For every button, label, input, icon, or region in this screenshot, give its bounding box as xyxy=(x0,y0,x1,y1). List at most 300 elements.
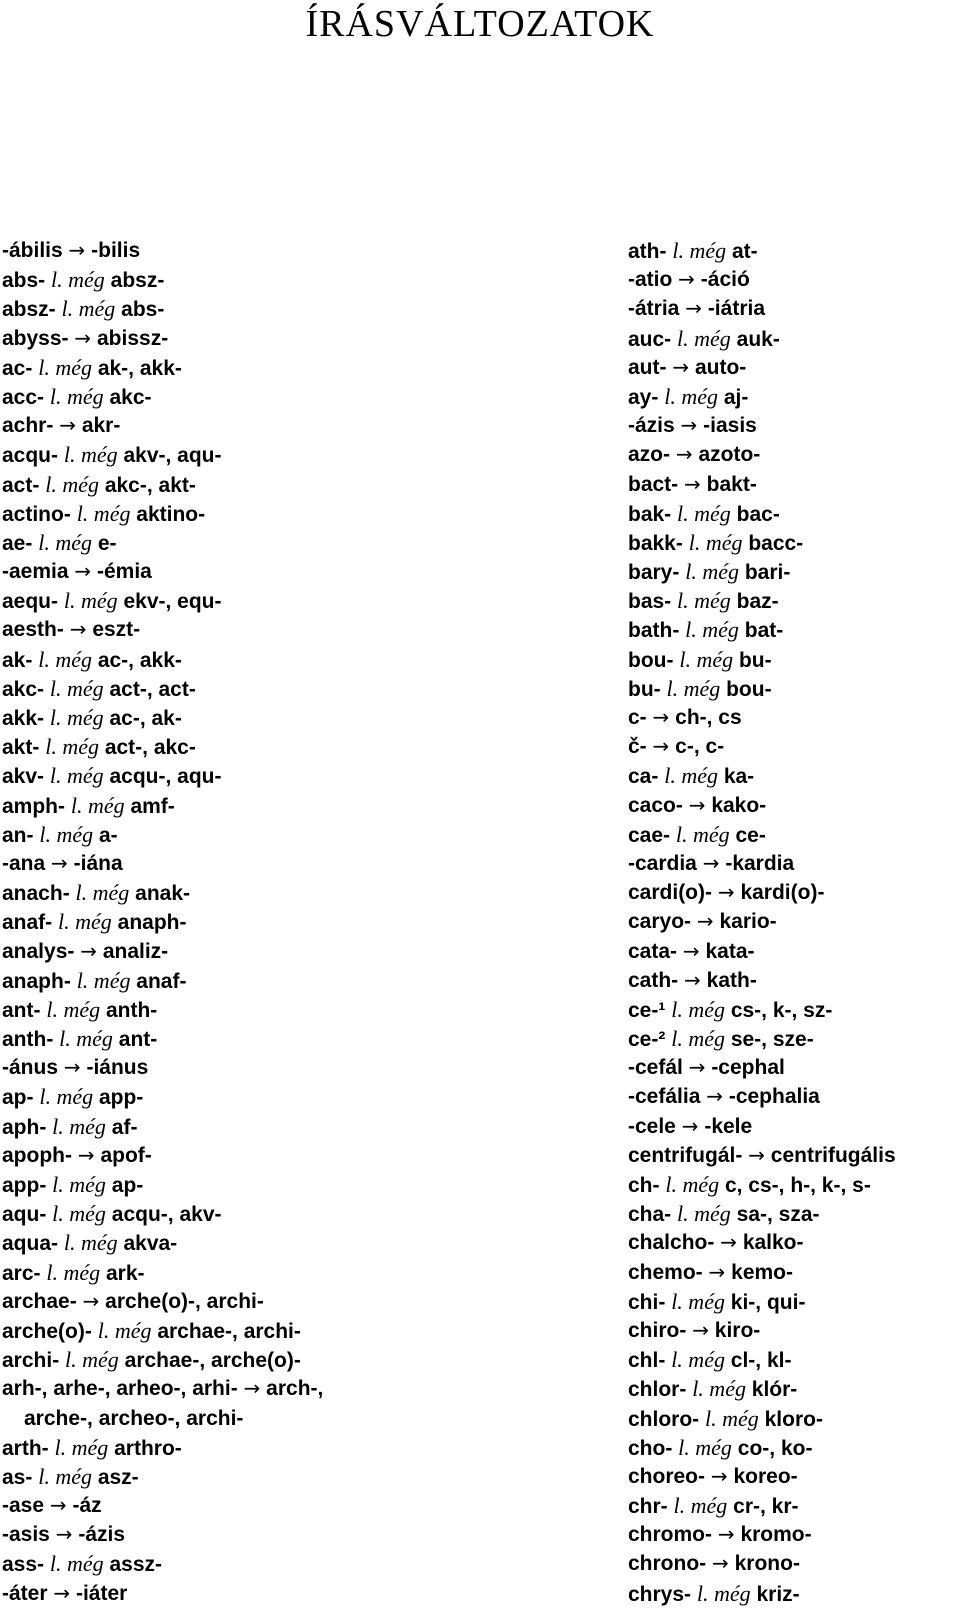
entry-target: assz- xyxy=(109,1553,163,1577)
entry-head: č- xyxy=(628,735,647,759)
entry-target: acqu-, aqu- xyxy=(109,765,222,789)
entry-target: auk- xyxy=(736,327,780,351)
entry-head: anth- xyxy=(2,1028,54,1052)
dictionary-entry xyxy=(628,528,960,557)
entry-head: ce-² xyxy=(628,1028,666,1052)
entry-target: acqu-, akv- xyxy=(111,1203,222,1227)
dictionary-entry xyxy=(2,907,602,936)
dictionary-entry xyxy=(2,849,602,878)
entry-target: act-, act- xyxy=(109,677,196,701)
see-also-label: l. még xyxy=(46,1259,101,1285)
entry-head: anaph- xyxy=(2,969,71,993)
see-also-label: l. még xyxy=(672,238,727,263)
entry-target: -iáter xyxy=(75,1581,128,1605)
entry-head: ca- xyxy=(628,765,659,789)
see-also-label: l. még xyxy=(677,1201,731,1227)
entry-head: azo- xyxy=(628,443,670,467)
arrow-icon: → xyxy=(77,1142,95,1167)
dictionary-entry xyxy=(2,294,602,323)
see-also-label: l. még xyxy=(51,267,105,293)
entry-target: kiro- xyxy=(714,1318,761,1342)
entry-head: an- xyxy=(2,823,34,847)
see-also-label: l. még xyxy=(685,559,739,585)
entry-head: acqu- xyxy=(2,444,59,468)
entry-target: kata- xyxy=(705,939,755,963)
arrow-icon: → xyxy=(672,354,690,379)
dictionary-entry xyxy=(2,1228,602,1257)
see-also-label: l. még xyxy=(49,675,104,701)
dictionary-entry xyxy=(628,382,960,411)
entry-head: -ázis xyxy=(628,414,675,438)
see-also-label: l. még xyxy=(49,1551,104,1577)
entry-target: c-, c- xyxy=(675,735,725,759)
entry-target: arche(o)-, archi- xyxy=(105,1289,264,1313)
dictionary-entry xyxy=(2,1112,602,1141)
entry-target: ac-, akk- xyxy=(97,648,182,672)
arrow-icon: → xyxy=(51,850,68,875)
entry-target: abissz- xyxy=(97,326,169,350)
see-also-label: l. még xyxy=(38,354,92,380)
entry-target: amf- xyxy=(130,794,175,818)
dictionary-entry xyxy=(2,1579,602,1608)
dictionary-entry xyxy=(2,382,602,411)
dictionary-entry xyxy=(628,937,960,966)
entry-head: -ábilis xyxy=(2,239,63,262)
arrow-icon: → xyxy=(710,1463,728,1488)
see-also-label: l. még xyxy=(63,1230,118,1256)
dictionary-entry xyxy=(2,1433,602,1462)
entry-head: aqu- xyxy=(2,1203,47,1227)
entry-target: auto- xyxy=(694,355,747,379)
entry-head: auc- xyxy=(628,327,672,351)
dictionary-entry xyxy=(2,265,602,294)
entry-target: ant- xyxy=(118,1028,158,1052)
arrow-icon: → xyxy=(717,1522,735,1547)
entry-head: ay- xyxy=(628,385,659,409)
see-also-label: l. még xyxy=(52,1113,106,1139)
dictionary-entry xyxy=(2,1520,602,1549)
entry-head: ch- xyxy=(628,1174,660,1197)
entry-target: arch-, xyxy=(266,1377,324,1401)
entry-head: akk- xyxy=(2,707,45,730)
dictionary-entry xyxy=(628,1579,960,1608)
see-also-label: l. még xyxy=(54,1434,109,1460)
see-also-label: l. még xyxy=(675,821,730,847)
entry-head: chalcho- xyxy=(628,1231,715,1255)
entry-head: arc- xyxy=(2,1261,41,1285)
entry-head: c- xyxy=(628,706,647,729)
arrow-icon: → xyxy=(243,1376,261,1401)
dictionary-entry xyxy=(628,1053,960,1082)
arrow-icon: → xyxy=(49,1493,67,1518)
see-also-label: l. még xyxy=(671,996,725,1022)
arrow-icon: → xyxy=(678,267,695,292)
entry-head: anach- xyxy=(2,882,70,906)
dictionary-entry xyxy=(2,470,602,499)
arrow-icon: → xyxy=(82,1288,100,1313)
dictionary-entry xyxy=(628,1258,960,1287)
see-also-label: l. még xyxy=(665,1172,720,1197)
dictionary-entry xyxy=(628,1491,960,1520)
see-also-label: l. még xyxy=(688,529,743,555)
entry-target: cl-, kl- xyxy=(730,1349,792,1373)
dictionary-entry xyxy=(2,353,602,382)
dictionary-entry xyxy=(2,1462,602,1491)
entry-head: arh-, arhe-, arheo-, arhi- xyxy=(2,1377,238,1401)
dictionary-entry xyxy=(2,791,602,820)
dictionary-entry xyxy=(628,411,960,440)
dictionary-entry xyxy=(628,1404,960,1433)
entry-head: chiro- xyxy=(628,1318,687,1342)
see-also-label: l. még xyxy=(97,1317,152,1343)
arrow-icon: → xyxy=(69,617,87,642)
dictionary-entry xyxy=(2,1258,602,1287)
entry-head: apoph- xyxy=(2,1143,72,1167)
arrow-icon: → xyxy=(717,880,735,905)
dictionary-entry xyxy=(628,1462,960,1491)
arrow-icon: → xyxy=(59,413,76,438)
entry-head: caco- xyxy=(628,793,683,817)
dictionary-entry xyxy=(2,703,602,732)
see-also-label: l. még xyxy=(39,821,94,847)
dictionary-entry xyxy=(628,440,960,469)
entry-target: analiz- xyxy=(102,939,169,963)
arrow-icon: → xyxy=(652,705,670,729)
see-also-label: l. még xyxy=(38,1463,92,1489)
dictionary-entry xyxy=(628,907,960,936)
entry-target: anaph- xyxy=(117,911,187,935)
entry-target: kemo- xyxy=(731,1260,793,1284)
entry-target: cr-, kr- xyxy=(733,1495,799,1519)
see-also-label: l. még xyxy=(671,1288,725,1314)
see-also-label: l. még xyxy=(696,1580,751,1606)
entry-target: bou- xyxy=(726,677,772,701)
entry-target: cs-, k-, sz- xyxy=(730,998,833,1022)
page-title: ÍRÁSVÁLTOZATOK xyxy=(305,3,655,45)
entry-head: chloro- xyxy=(628,1407,700,1431)
entry-head: chrys- xyxy=(628,1582,692,1606)
see-also-label: l. még xyxy=(76,500,131,526)
entry-target: -cephal xyxy=(711,1056,785,1080)
entry-target: eszt- xyxy=(92,618,141,642)
see-also-label: l. még xyxy=(49,383,104,409)
entry-head: absz- xyxy=(2,298,56,322)
entry-target: -cephalia xyxy=(728,1085,820,1109)
see-also-label: l. még xyxy=(38,646,92,672)
left-column xyxy=(2,236,602,1608)
entry-head: -asis xyxy=(2,1523,50,1547)
dictionary-entry xyxy=(628,615,960,644)
entry-target: sa-, sza- xyxy=(736,1203,820,1227)
arrow-icon: → xyxy=(74,325,92,350)
entry-target: krono- xyxy=(734,1552,800,1576)
dictionary-entry xyxy=(628,732,960,761)
arrow-icon: → xyxy=(682,938,700,963)
entry-target: at- xyxy=(731,240,758,263)
entry-target: bat- xyxy=(744,619,784,643)
entry-target: apof- xyxy=(100,1143,152,1167)
entry-target: ap- xyxy=(111,1174,144,1197)
dictionary-entry xyxy=(2,995,602,1024)
entry-head: aequ- xyxy=(2,590,59,614)
entry-head: chromo- xyxy=(628,1523,712,1547)
dictionary-entry xyxy=(628,1345,960,1374)
dictionary-entry xyxy=(2,1549,602,1578)
entry-target: ka- xyxy=(723,765,755,789)
entry-head: akv- xyxy=(2,765,45,789)
arrow-icon: → xyxy=(712,1551,729,1576)
entry-target: -kele xyxy=(704,1114,753,1138)
entry-target: bu- xyxy=(738,648,772,672)
dictionary-entry xyxy=(2,1287,602,1316)
dictionary-entry xyxy=(2,1199,602,1228)
entry-target: azoto- xyxy=(698,443,761,467)
arrow-icon: → xyxy=(706,1084,723,1109)
arrow-icon: → xyxy=(80,938,97,963)
dictionary-entry xyxy=(628,1374,960,1403)
entry-head: chrono- xyxy=(628,1552,707,1576)
entry-target: -émia xyxy=(97,560,152,584)
see-also-label: l. még xyxy=(678,1434,732,1460)
entry-target: akc-, akt- xyxy=(104,473,196,497)
arrow-icon: → xyxy=(688,792,706,817)
dictionary-entry xyxy=(628,557,960,586)
dictionary-entry xyxy=(2,528,602,557)
see-also-label: l. még xyxy=(677,588,731,614)
see-also-label: l. még xyxy=(677,325,731,351)
entry-target: bakt- xyxy=(706,472,757,496)
entry-head: cha- xyxy=(628,1203,672,1227)
dictionary-entry xyxy=(628,1024,960,1053)
arrow-icon: → xyxy=(681,1113,699,1138)
dictionary-entry xyxy=(2,1345,602,1374)
dictionary-entry xyxy=(628,294,960,323)
entry-target: aj- xyxy=(723,385,749,409)
see-also-label: l. még xyxy=(70,792,125,818)
dictionary-entry xyxy=(628,1549,960,1578)
entry-head: arth- xyxy=(2,1436,49,1460)
entry-target: akc- xyxy=(109,385,152,409)
entry-target: bac- xyxy=(736,502,780,526)
dictionary-entry xyxy=(628,1520,960,1549)
entry-head: bou- xyxy=(628,648,674,672)
see-also-label: l. még xyxy=(692,1376,746,1402)
see-also-label: l. még xyxy=(58,909,112,935)
entry-target: bacc- xyxy=(748,531,804,555)
entry-head: cath- xyxy=(628,968,679,992)
dictionary-entry xyxy=(2,557,602,586)
entry-head: ak- xyxy=(2,648,33,672)
arrow-icon: → xyxy=(652,734,670,759)
entry-head: aut- xyxy=(628,355,667,379)
entry-target: -áz xyxy=(72,1494,102,1518)
see-also-label: l. még xyxy=(49,705,104,730)
dictionary-entry xyxy=(628,1433,960,1462)
arrow-icon: → xyxy=(702,850,720,875)
entry-target: se-, sze- xyxy=(730,1028,814,1052)
see-also-label: l. még xyxy=(666,675,721,701)
dictionary-entry xyxy=(628,499,960,528)
entry-head: app- xyxy=(2,1174,47,1197)
entry-target: ce- xyxy=(735,823,766,847)
entry-target: anth- xyxy=(105,998,158,1022)
entry-target: kromo- xyxy=(740,1523,812,1547)
see-also-label: l. még xyxy=(705,1405,759,1431)
entry-head: abs- xyxy=(2,269,46,293)
dictionary-entry xyxy=(2,732,602,761)
see-also-label: l. még xyxy=(63,588,118,614)
dictionary-entry xyxy=(628,1141,960,1170)
entry-target: -ázis xyxy=(78,1523,126,1547)
dictionary-entry xyxy=(2,499,602,528)
entry-head: amph- xyxy=(2,794,65,818)
entry-head: -ase xyxy=(2,1494,45,1518)
dictionary-entry xyxy=(628,966,960,995)
entry-head: bu- xyxy=(628,677,661,701)
dictionary-entry xyxy=(628,470,960,499)
dictionary-entry xyxy=(2,1053,602,1082)
dictionary-entry xyxy=(2,1316,602,1345)
entry-head: -ana xyxy=(2,851,46,875)
dictionary-entry xyxy=(628,878,960,907)
entry-target: kriz- xyxy=(756,1582,800,1606)
entry-head: -ánus xyxy=(2,1056,59,1080)
entry-target: koreo- xyxy=(733,1464,798,1488)
dictionary-entry xyxy=(628,236,960,265)
dictionary-entry xyxy=(628,586,960,615)
entry-head: -cefália xyxy=(628,1085,701,1109)
entry-head: achr- xyxy=(2,414,54,438)
entry-head: caryo- xyxy=(628,910,692,934)
see-also-label: l. még xyxy=(75,880,130,906)
entry-head: act- xyxy=(2,473,40,497)
entry-target: a- xyxy=(98,823,118,847)
dictionary-entry xyxy=(628,645,960,674)
entry-head: arche-, archeo-, archi- xyxy=(24,1406,244,1430)
entry-head: analys- xyxy=(2,939,75,963)
dictionary-entry xyxy=(2,1170,602,1199)
entry-target: asz- xyxy=(97,1465,139,1489)
see-also-label: l. még xyxy=(38,529,92,555)
right-column xyxy=(628,236,960,1608)
entry-target: anaf- xyxy=(136,969,187,993)
dictionary-entry xyxy=(2,615,602,644)
entry-head: akt- xyxy=(2,736,40,760)
entry-target: -iánus xyxy=(86,1056,149,1080)
arrow-icon: → xyxy=(708,1259,726,1284)
entry-target: ki-, qui- xyxy=(730,1290,806,1314)
entry-head: ce-¹ xyxy=(628,998,666,1022)
entry-target: kako- xyxy=(711,793,767,817)
dictionary-entry xyxy=(2,1082,602,1111)
dictionary-entry xyxy=(2,937,602,966)
entry-target: kalko- xyxy=(742,1231,804,1255)
arrow-icon: → xyxy=(684,471,701,496)
dictionary-entry xyxy=(628,1228,960,1257)
see-also-label: l. még xyxy=(52,1201,106,1227)
arrow-icon: → xyxy=(74,559,92,584)
arrow-icon: → xyxy=(720,1230,737,1255)
see-also-label: l. még xyxy=(61,296,116,322)
dictionary-entry xyxy=(628,1287,960,1316)
arrow-icon: → xyxy=(748,1142,765,1167)
entry-head: aesth- xyxy=(2,618,64,642)
entry-target: -iána xyxy=(73,851,123,875)
dictionary-entry xyxy=(628,791,960,820)
arrow-icon: → xyxy=(692,1317,709,1342)
entry-head: ac- xyxy=(2,356,33,380)
entry-target: akva- xyxy=(123,1232,178,1256)
dictionary-entry xyxy=(2,440,602,469)
see-also-label: l. még xyxy=(65,1347,119,1373)
dictionary-entry xyxy=(628,1082,960,1111)
entry-target: aktino- xyxy=(136,502,206,526)
entry-head: bary- xyxy=(628,561,680,585)
entry-head: -aemia xyxy=(2,560,69,584)
entry-head: bak- xyxy=(628,502,672,526)
entry-target: arthro- xyxy=(114,1436,182,1460)
entry-head: chlor- xyxy=(628,1378,687,1402)
entry-target: kloro- xyxy=(764,1407,823,1431)
entry-head: ath- xyxy=(628,240,667,263)
see-also-label: l. még xyxy=(679,646,734,672)
entry-head: choreo- xyxy=(628,1464,706,1488)
entry-head: bath- xyxy=(628,619,680,643)
dictionary-entry xyxy=(2,411,602,440)
dictionary-entry xyxy=(628,1199,960,1228)
entry-target: co-, ko- xyxy=(737,1436,813,1460)
entry-head: archae- xyxy=(2,1289,77,1313)
arrow-icon: → xyxy=(53,1580,71,1605)
dictionary-entry xyxy=(2,586,602,615)
entry-head: -cele xyxy=(628,1114,676,1138)
dictionary-entry xyxy=(628,820,960,849)
arrow-icon: → xyxy=(688,1055,706,1080)
dictionary-entry xyxy=(628,1112,960,1141)
entry-target: archae-, arche(o)- xyxy=(124,1349,301,1373)
entry-target: af- xyxy=(111,1115,138,1139)
entry-head: -atio xyxy=(628,268,673,292)
entry-target: ch-, cs xyxy=(675,706,742,729)
entry-head: bact- xyxy=(628,472,679,496)
entry-head: cardi(o)- xyxy=(628,881,712,905)
dictionary-entry xyxy=(2,1141,602,1170)
entry-head: bas- xyxy=(628,590,672,614)
dictionary-entry xyxy=(628,1170,960,1199)
dictionary-entry xyxy=(2,1491,602,1520)
arrow-icon: → xyxy=(696,909,714,934)
dictionary-entry xyxy=(628,265,960,294)
dictionary-entry xyxy=(628,703,960,732)
entry-target: archae-, archi- xyxy=(157,1319,301,1343)
entry-target: c, cs-, h-, k-, s- xyxy=(724,1174,871,1197)
entry-target: ark- xyxy=(105,1261,145,1285)
see-also-label: l. még xyxy=(664,763,718,789)
entry-target: -iasis xyxy=(703,414,757,438)
entry-head: ap- xyxy=(2,1086,34,1110)
entry-target: -kardia xyxy=(725,851,795,875)
dictionary-entry xyxy=(2,645,602,674)
entry-head: cho- xyxy=(628,1436,673,1460)
see-also-label: l. még xyxy=(671,1347,725,1373)
entry-head: -átria xyxy=(628,297,680,321)
entry-target: absz- xyxy=(110,269,165,293)
entry-head: centrifugál- xyxy=(628,1143,743,1167)
dictionary-entry xyxy=(628,353,960,382)
see-also-label: l. még xyxy=(76,967,131,993)
see-also-label: l. még xyxy=(52,1172,106,1197)
arrow-icon: → xyxy=(685,296,702,321)
